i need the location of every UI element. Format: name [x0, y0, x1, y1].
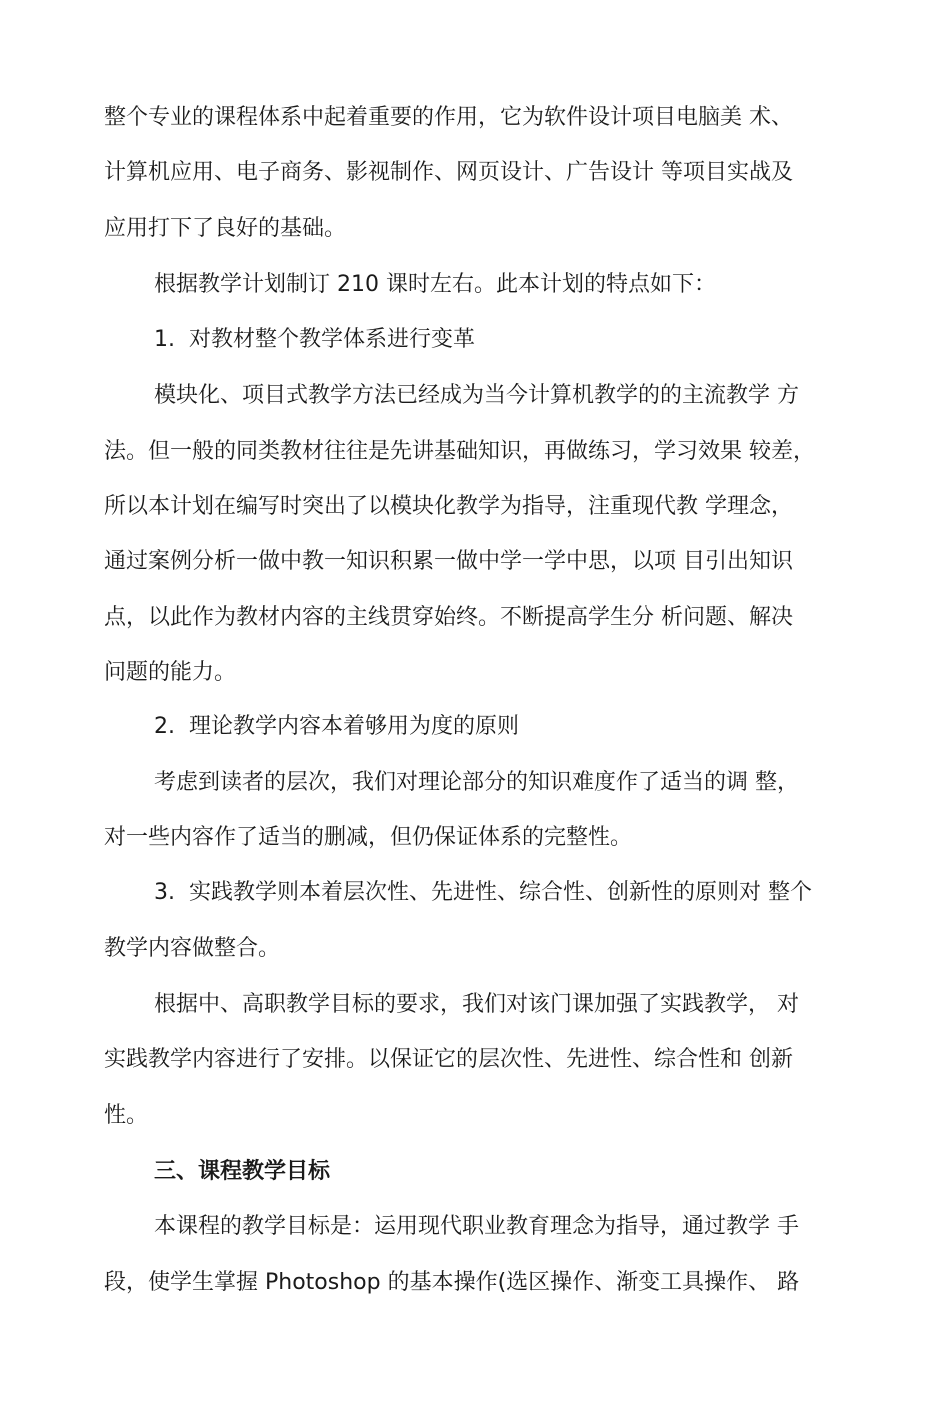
list-item-heading: 3. 实践教学则本着层次性、先进性、综合性、创新性的原则对 整个: [154, 880, 812, 905]
paragraph-line: 整个专业的课程体系中起着重要的作用，它为软件设计项目电脑美 术、: [104, 105, 793, 130]
paragraph-line: 所以本计划在编写时突出了以模块化教学为指导，注重现代教 学理念，: [104, 494, 793, 519]
paragraph-line: 教学内容做整合。: [104, 936, 281, 961]
paragraph-line: 根据中、高职教学目标的要求，我们对该门课加强了实践教学， 对: [154, 992, 799, 1017]
paragraph-line: 考虑到读者的层次，我们对理论部分的知识难度作了适当的调 整，: [154, 770, 799, 795]
paragraph-line: 通过案例分析一做中教一知识积累一做中学一学中思，以项 目引出知识: [104, 549, 793, 574]
paragraph-line: 性。: [104, 1103, 149, 1128]
paragraph-line: 根据教学计划制订 210 课时左右。此本计划的特点如下：: [154, 272, 716, 297]
paragraph-line: 实践教学内容进行了安排。以保证它的层次性、先进性、综合性和 创新: [104, 1047, 793, 1072]
paragraph-line: 点，以此作为教材内容的主线贯穿始终。不断提高学生分 析问题、解决: [104, 605, 793, 630]
paragraph-line: 段，使学生掌握 Photoshop 的基本操作(选区操作、渐变工具操作、 路: [104, 1270, 800, 1295]
list-item-heading: 2. 理论教学内容本着够用为度的原则: [154, 714, 519, 739]
paragraph-line: 应用打下了良好的基础。: [104, 216, 347, 241]
paragraph-line: 对一些内容作了适当的删减，但仍保证体系的完整性。: [104, 825, 633, 850]
list-item-heading: 1. 对教材整个教学体系进行变革: [154, 327, 475, 352]
paragraph-line: 问题的能力。: [104, 660, 237, 685]
paragraph-line: 法。但一般的同类教材往往是先讲基础知识，再做练习，学习效果 较差，: [104, 439, 815, 464]
paragraph-line: 本课程的教学目标是：运用现代职业教育理念为指导，通过教学 手: [154, 1214, 799, 1239]
section-heading: 三、课程教学目标: [154, 1159, 331, 1184]
paragraph-line: 计算机应用、电子商务、影视制作、网页设计、广告设计 等项目实战及: [104, 160, 793, 185]
paragraph-line: 模块化、项目式教学方法已经成为当今计算机教学的的主流教学 方: [154, 383, 799, 408]
